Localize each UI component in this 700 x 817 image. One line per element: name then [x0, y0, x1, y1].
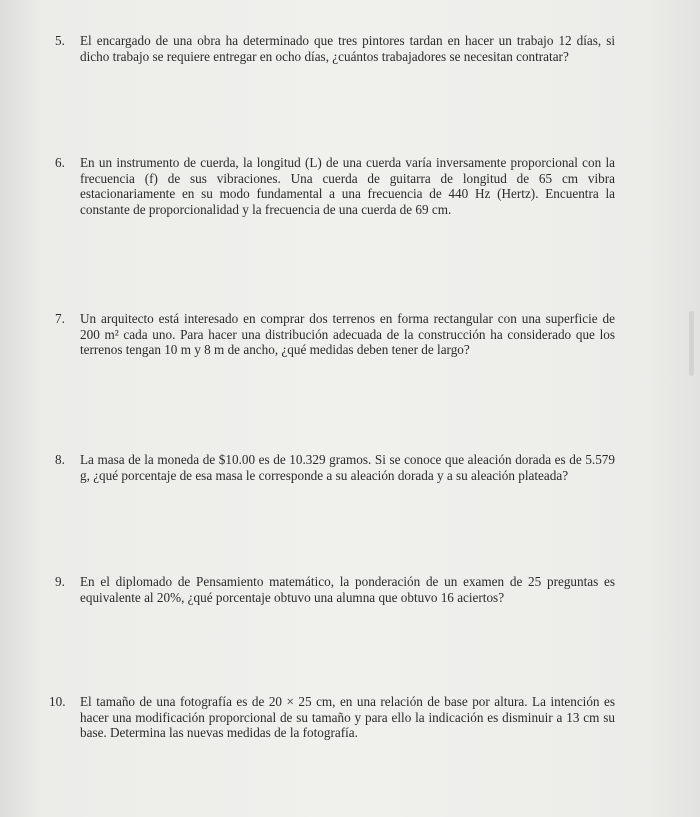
- problem-number: 8.: [55, 452, 65, 467]
- problem-number: 5.: [55, 33, 65, 48]
- problem-5: [55, 33, 615, 64]
- problem-text: En un instrumento de cuerda, la longitud (L) de una cuerda varía inversamente proporcional con la frecuencia (f) de sus vibraciones. Una cuerda de guitarra de longitud de 65 cm vibra estacionariamente en su modo fundamental a una frecuencia de 440 Hz (Hertz). Encuentra la constante de proporcionalidad y la frecuencia de una cuerda de 69 cm.: [80, 155, 615, 217]
- problem-text: Un arquitecto está interesado en comprar dos terrenos en forma rectangular con una superficie de 200 m² cada uno. Para hacer una distribución adecuada de la construcción ha considerado que los terrenos tengan 10 m y 8 m de ancho, ¿qué medidas deben tener de largo?: [80, 311, 615, 358]
- problem-10: [49, 694, 615, 741]
- problem-7: [55, 311, 615, 358]
- problem-number: 9.: [55, 574, 65, 589]
- problem-8: [55, 452, 615, 483]
- problem-number: 10.: [49, 694, 66, 709]
- problem-text: El encargado de una obra ha determinado que tres pintores tardan en hacer un trabajo 12 días, si dicho trabajo se requiere entregar en ocho días, ¿cuántos trabajadores se necesitan contratar?: [80, 33, 615, 64]
- problem-number: 6.: [55, 155, 65, 170]
- problem-9: [55, 574, 615, 605]
- problem-6: [55, 155, 615, 217]
- problem-number: 7.: [55, 311, 65, 326]
- problem-text: El tamaño de una fotografía es de 20 × 25 cm, en una relación de base por altura. La intención es hacer una modificación proporcional de su tamaño y para ello la indicación es disminuir a 13 cm su base. Determina las nuevas medidas de la fotografía.: [80, 694, 615, 741]
- problem-text: La masa de la moneda de $10.00 es de 10.329 gramos. Si se conoce que aleación dorada es de 5.579 g, ¿qué porcentaje de esa masa le corresponde a su aleación dorada y a su aleación plateada?: [80, 452, 615, 483]
- problem-text: En el diplomado de Pensamiento matemático, la ponderación de un examen de 25 preguntas es equivalente al 20%, ¿qué porcentaje obtuvo una alumna que obtuvo 16 aciertos?: [80, 574, 615, 605]
- scrollbar-thumb[interactable]: [689, 311, 694, 376]
